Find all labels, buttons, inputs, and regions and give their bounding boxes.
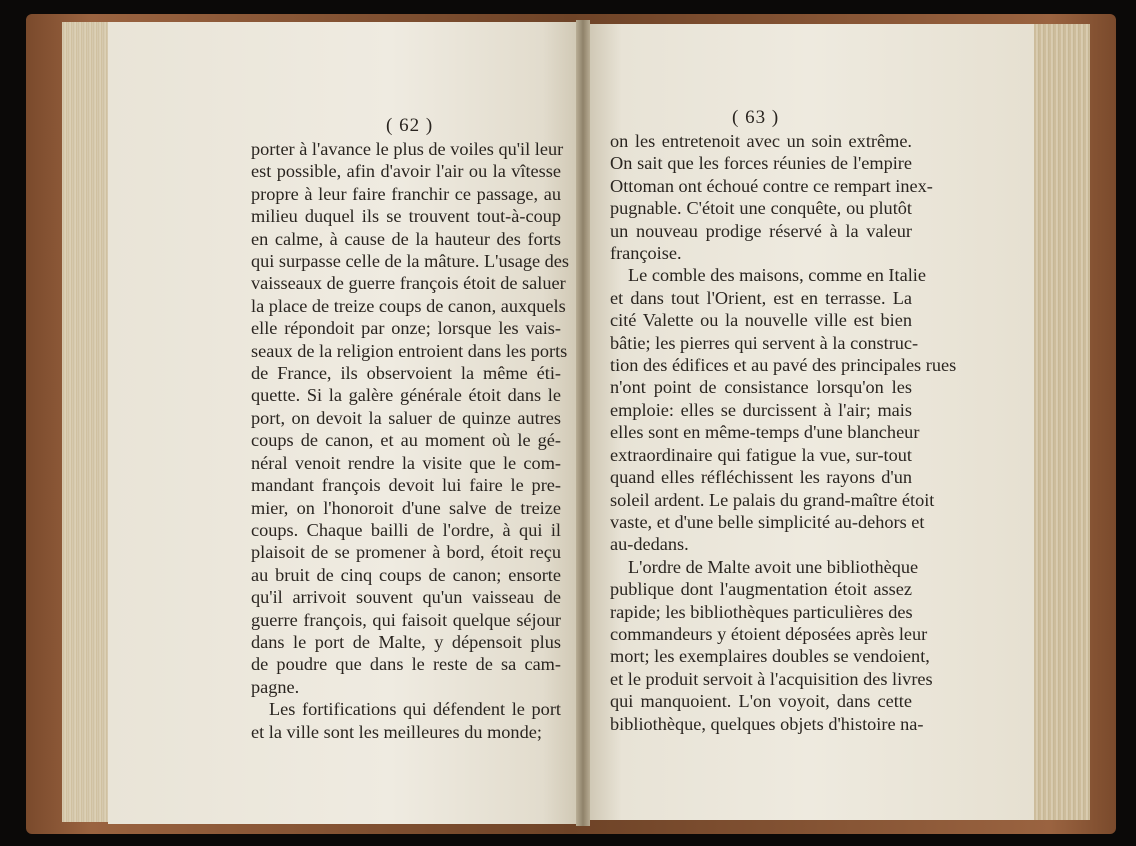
text-line: cité Valette ou la nouvelle ville est bien (610, 310, 912, 331)
text-line: Ottoman ont échoué contre ce rempart inex- (610, 175, 933, 196)
text-line: extraordinaire qui fatigue la vue, sur-tout (610, 444, 912, 465)
text-line: mandant françois devoit lui faire le pre- (251, 475, 561, 496)
text-line: elle répondoit par onze; lorsque les vais- (251, 318, 561, 339)
text-line: On sait que les forces réunies de l'empire (610, 153, 912, 174)
text-line: et la ville sont les meilleures du monde; (251, 721, 542, 742)
text-line: qu'il arrivoit souvent qu'un vaisseau de (251, 587, 561, 608)
text-line: elles sont en même-temps d'une blancheur (610, 422, 920, 443)
text-line: coups de canon, et au moment où le gé- (251, 430, 561, 451)
text-line: on les entretenoit avec un soin extrême. (610, 131, 912, 151)
text-line: plaisoit de se promener à bord, étoit reçu (251, 542, 561, 563)
text-line: pagne. (251, 676, 300, 697)
text-line: emploie: elles se durcissent à l'air; mais (610, 399, 912, 420)
text-line: la place de treize coups de canon, auxquels (251, 295, 566, 316)
text-line: Les fortifications qui défendent le port (269, 699, 561, 720)
text-line: coups. Chaque bailli de l'ordre, à qui il (251, 519, 561, 540)
text-line: porter à l'avance le plus de voiles qu'il leur (251, 139, 564, 159)
text-line: et le produit servoit à l'acquisition des livres (610, 668, 933, 689)
text-line: au bruit de cinq coups de canon; ensorte (251, 564, 561, 585)
text-line: de poudre que dans le reste de sa cam- (251, 654, 561, 675)
page-edges-right (1030, 24, 1090, 820)
text-line: françoise. (610, 243, 682, 264)
text-line: de France, ils observoient la même éti- (251, 363, 561, 384)
text-line: soleil ardent. Le palais du grand-maître étoit (610, 489, 935, 510)
text-line: mort; les exemplaires doubles se vendoient, (610, 646, 930, 667)
text-line: guerre françois, qui faisoit quelque séjour (251, 609, 561, 630)
text-line: publique dont l'augmentation étoit assez (610, 579, 912, 600)
page-text (251, 138, 570, 743)
text-line: bibliothèque, quelques objets d'histoire na- (610, 713, 924, 734)
text-line: mier, on l'honoroit d'une salve de treize (251, 497, 561, 518)
book-gutter (576, 20, 590, 826)
text-line: n'ont point de consistance lorsqu'on les (610, 377, 912, 398)
page-number: ( 63 ) (732, 107, 780, 128)
text-line: bâtie; les pierres qui servent à la construc- (610, 332, 919, 353)
page-number: ( 62 ) (386, 115, 434, 136)
text-line: au-dedans. (610, 534, 689, 555)
right-page (586, 24, 1034, 820)
text-line: propre à leur faire franchir ce passage, au (251, 183, 561, 204)
text-line: pugnable. C'étoit une conquête, ou plutôt (610, 198, 912, 219)
text-line: quette. Si la galère générale étoit dans le (251, 385, 561, 406)
text-line: est possible, afin d'avoir l'air ou la vîtesse (251, 161, 561, 182)
text-line: rapide; les bibliothèques particulières des (610, 601, 913, 622)
text-line: vaisseaux de guerre françois étoit de saluer (251, 273, 566, 294)
text-line: et dans tout l'Orient, est en terrasse. La (610, 287, 912, 308)
text-line: vaste, et d'une belle simplicité au-dehors et (610, 511, 925, 532)
text-line: dans le port de Malte, y dépensoit plus (251, 631, 561, 652)
text-line: néral venoit rendre la visite que le com- (251, 452, 561, 473)
text-line: tion des édifices et au pavé des principales rues (610, 355, 957, 376)
text-line: un nouveau prodige réservé à la valeur (610, 220, 912, 241)
page-text (610, 130, 957, 735)
text-line: seaux de la religion entroient dans les ports (251, 340, 568, 361)
text-line: milieu duquel ils se trouvent tout-à-coup (251, 206, 561, 227)
text-line: qui surpasse celle de la mâture. L'usage des (251, 251, 570, 272)
left-page (108, 22, 580, 824)
text-line: en calme, à cause de la hauteur des forts (251, 228, 561, 249)
text-line: qui manquoient. L'on voyoit, dans cette (610, 691, 912, 712)
text-line: port, on devoit la saluer de quinze autres (251, 407, 561, 428)
text-line: commandeurs y étoient déposées après leur (610, 623, 928, 644)
text-line: quand elles réfléchissent les rayons d'un (610, 467, 912, 488)
text-line: L'ordre de Malte avoit une bibliothèque (628, 556, 919, 577)
text-line: Le comble des maisons, comme en Italie (628, 265, 926, 286)
